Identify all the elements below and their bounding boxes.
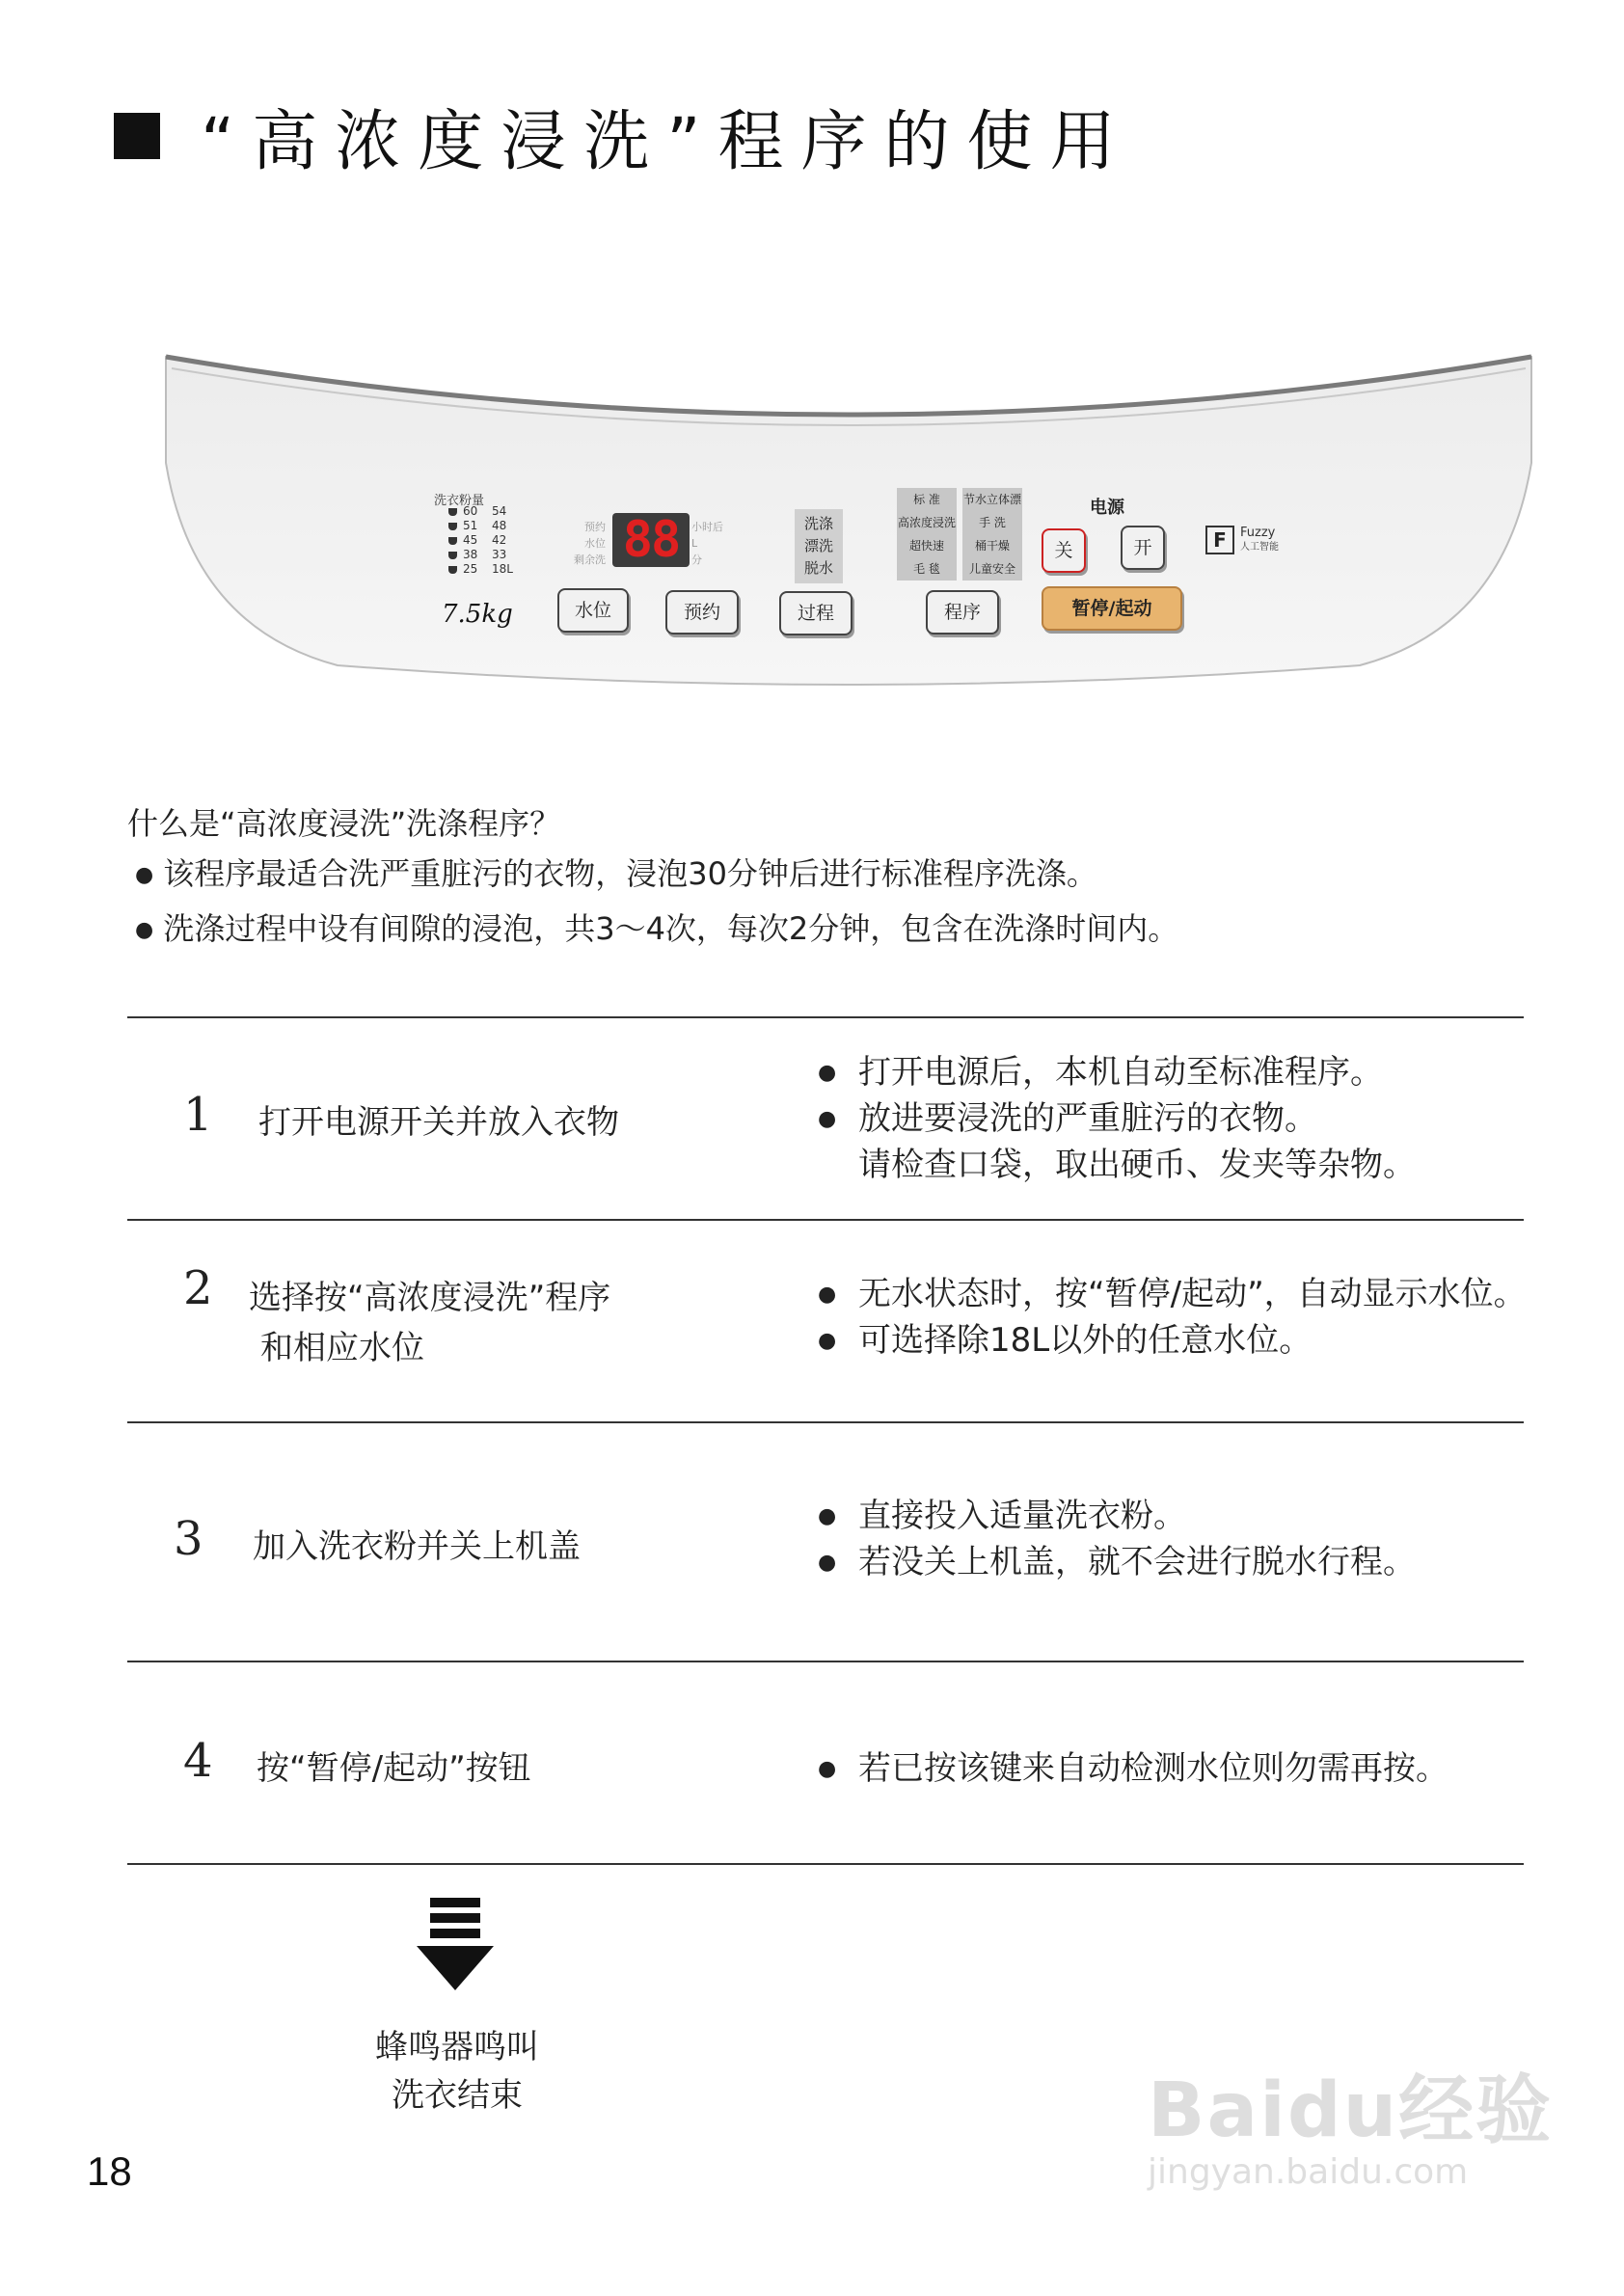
dose-level: 33: [492, 548, 507, 561]
program-label: 手 洗: [979, 516, 1006, 529]
step-number: 4: [183, 1734, 213, 1788]
step-instruction: [253, 1522, 581, 1572]
dose-level: 48: [492, 519, 507, 532]
step-note: 请检查口袋，取出硬币、发夹等杂物。: [858, 1146, 1416, 1184]
stage-label: 漂洗: [803, 537, 833, 554]
cup-icon: [448, 566, 457, 574]
process-button[interactable]: 过程: [779, 591, 853, 635]
dose-value: 51: [463, 519, 478, 532]
cup-icon: [448, 523, 457, 530]
detergent-amount-list: [448, 504, 513, 577]
page-title: [114, 93, 1132, 179]
fuzzy-word: Fuzzy: [1240, 526, 1276, 540]
step-note: ● 打开电源后，本机自动至标准程序。: [818, 1049, 1416, 1095]
display-label: 小时后: [691, 521, 723, 533]
water-level-button[interactable]: 水位: [557, 588, 629, 633]
step-instruction-line: 和相应水位: [260, 1329, 424, 1367]
ending-line: 洗衣结束: [392, 2076, 523, 2115]
cup-icon: [448, 552, 457, 559]
step-instruction-line: 打开电源开关并放入衣物: [258, 1103, 619, 1142]
timer-button[interactable]: 预约: [665, 590, 739, 635]
step-note: ● 直接投入适量洗衣粉。: [818, 1493, 1416, 1539]
step-instruction-line: 按“暂停/起动”按钮: [257, 1749, 531, 1788]
stage-label: 洗涤: [803, 515, 833, 532]
step-note: ● 放进要浸洗的严重脏污的衣物。: [818, 1095, 1416, 1142]
description-question: 什么是“高浓度浸洗”洗涤程序？: [127, 805, 561, 842]
step-notes: [818, 1271, 1527, 1364]
dose-row: [448, 504, 513, 519]
dose-row: [448, 519, 513, 533]
step-notes: [818, 1745, 1448, 1792]
dose-level: 42: [492, 533, 507, 547]
baidu-watermark: [1148, 2050, 1553, 2192]
program-column-right: [962, 488, 1022, 581]
program-label: 节水立体漂: [962, 493, 1021, 506]
step-instruction: [258, 1097, 619, 1148]
step-notes: [818, 1493, 1416, 1585]
step-instruction: [249, 1273, 610, 1373]
step-number: 2: [183, 1261, 213, 1315]
page-number: 18: [87, 2148, 132, 2194]
description-bullet: ● 洗涤过程中设有间隙的浸泡，共3～4次，每次2分钟，包含在洗涤时间内。: [127, 904, 1178, 959]
step-instruction: [257, 1743, 531, 1794]
display-label: L: [691, 537, 698, 550]
power-off-button[interactable]: 关: [1042, 528, 1086, 573]
display-label: 预约: [584, 521, 606, 533]
display-left-labels: [574, 519, 606, 568]
step-note: ● 若已按该键来自动检测水位则勿需再按。: [818, 1745, 1448, 1792]
table-divider: [127, 1421, 1524, 1423]
description-bullet: ● 该程序最适合洗严重脏污的衣物，浸泡30分钟后进行标准程序洗涤。: [127, 849, 1178, 904]
fuzzy-logo: [1205, 526, 1279, 554]
program-column-left: [897, 488, 957, 581]
program-label: 标 准: [913, 493, 940, 506]
display-label: 水位: [584, 537, 606, 550]
dose-value: 38: [463, 548, 478, 561]
ending-message: [343, 2023, 571, 2120]
program-label: 高浓度浸洗: [897, 516, 956, 529]
power-on-button[interactable]: 开: [1121, 526, 1165, 570]
step-note: ● 无水状态时，按“暂停/起动”，自动显示水位。: [818, 1271, 1527, 1317]
step-notes: [818, 1049, 1416, 1188]
step-number: 1: [183, 1088, 213, 1142]
dose-row: [448, 533, 513, 548]
display-label: 分: [691, 554, 702, 566]
display-label: 剩余洗: [574, 554, 606, 566]
dose-value: 60: [463, 504, 478, 518]
program-description: [127, 798, 1178, 959]
cup-icon: [448, 508, 457, 516]
fuzzy-icon: F: [1205, 526, 1234, 554]
step-number: 3: [174, 1512, 203, 1566]
power-label: 电源: [1090, 498, 1124, 518]
control-panel-illustration: [154, 347, 1543, 694]
fuzzy-sub: 人工智能: [1240, 542, 1279, 553]
watermark-logo: Baidu经验: [1148, 2067, 1554, 2154]
program-label: 超快速: [908, 539, 944, 553]
program-label: 桶干燥: [974, 539, 1010, 553]
table-divider: [127, 1661, 1524, 1662]
cup-icon: [448, 537, 457, 545]
led-display: 88: [612, 513, 690, 567]
program-indicator: [897, 488, 1022, 581]
page-title-text: “高浓度浸洗”程序的使用: [201, 103, 1133, 180]
table-divider: [127, 1863, 1524, 1865]
program-label: 毛 毯: [913, 562, 940, 576]
down-arrow-icon: [417, 1898, 494, 1990]
watermark-url: jingyan.baidu.com: [1148, 2152, 1469, 2192]
stage-indicator: [795, 509, 843, 583]
panel-shape: [154, 347, 1543, 694]
dose-level: 18L: [492, 562, 513, 576]
table-divider: [127, 1016, 1524, 1018]
title-square-icon: [114, 113, 160, 159]
program-button[interactable]: 程序: [926, 590, 999, 635]
stage-label: 脱水: [803, 559, 833, 577]
dose-value: 45: [463, 533, 478, 547]
step-note: ● 可选择除18L以外的任意水位。: [818, 1317, 1527, 1364]
table-divider: [127, 1219, 1524, 1221]
program-label: 儿童安全: [968, 562, 1015, 576]
step-note: ● 若没关上机盖，就不会进行脱水行程。: [818, 1539, 1416, 1585]
step-instruction-line: 加入洗衣粉并关上机盖: [253, 1527, 581, 1566]
start-pause-button[interactable]: 暂停/起动: [1042, 586, 1182, 631]
fuzzy-text: [1240, 526, 1279, 554]
step-instruction-line: 选择按“高浓度浸洗”程序: [249, 1279, 611, 1317]
dose-row: [448, 562, 513, 577]
detergent-amount-title: 洗衣粉量: [434, 494, 485, 508]
ending-line: 蜂鸣器鸣叫: [375, 2028, 539, 2066]
dose-level: 54: [492, 504, 507, 518]
dose-row: [448, 548, 513, 562]
display-right-labels: [691, 519, 723, 568]
dose-value: 25: [463, 562, 478, 576]
capacity-label: 7.5kg: [442, 600, 513, 629]
